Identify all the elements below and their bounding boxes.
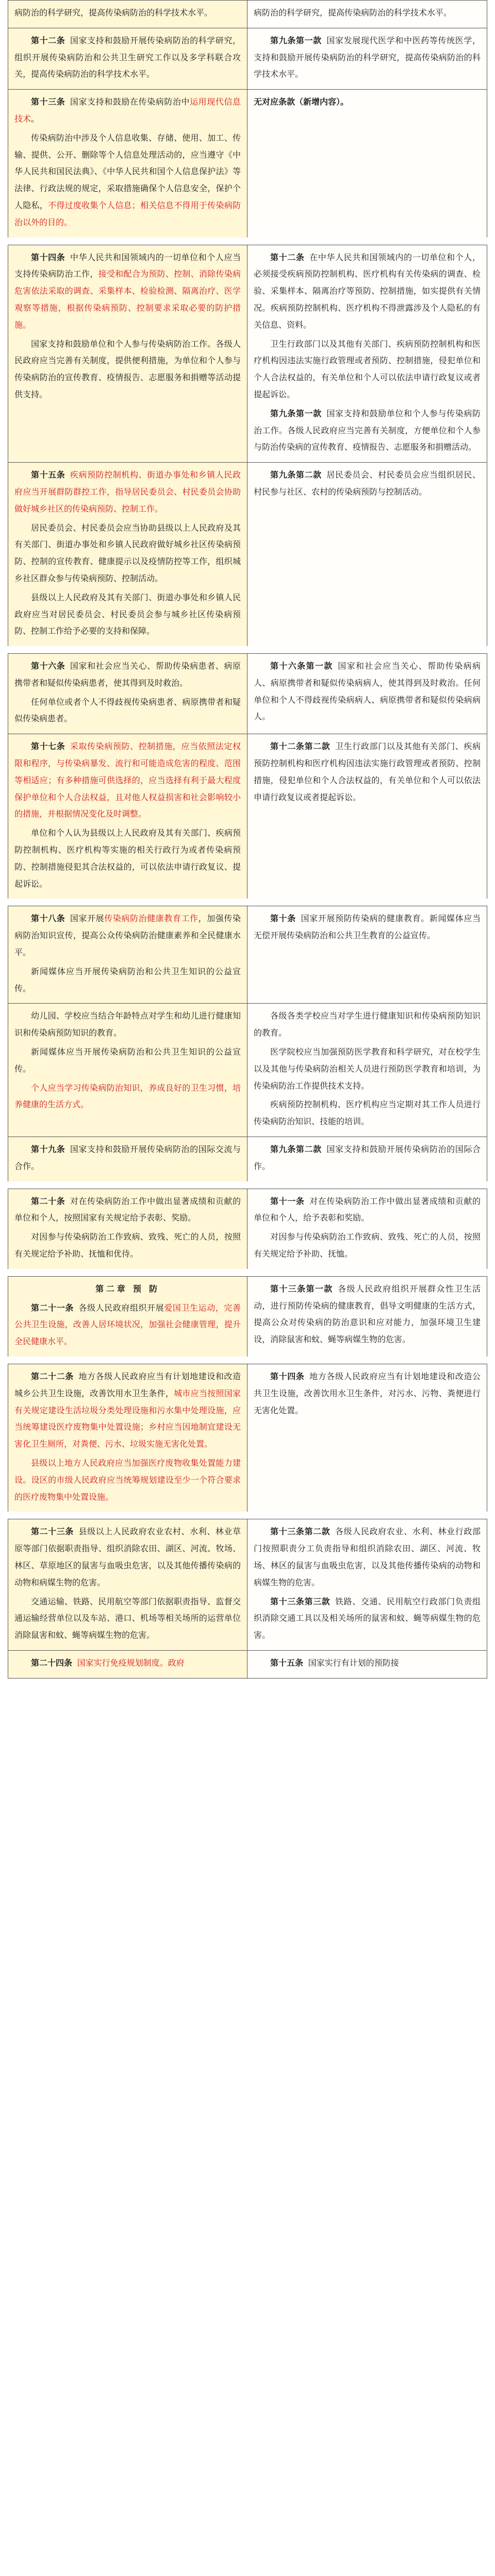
new-law-cell — [8, 1277, 248, 1357]
article-text: 幼儿园、学校应当结合年龄特点对学生和幼儿进行健康知识和传染病预防知识的教育。 — [14, 1011, 241, 1038]
article-paragraph — [254, 1229, 481, 1263]
article-text: 单位和个人认为县级以上人民政府及其有关部门、疾病预防控制机构、医疗机构等实施的相关行政行为或者传染病预防、控制措施侵犯其合法权益的，可以依法申请行政复议、提起诉讼。 — [14, 828, 241, 889]
article-paragraph — [14, 32, 241, 83]
article-paragraph — [14, 1229, 241, 1263]
highlighted-text: 运用现代信息技术 — [14, 97, 241, 124]
old-law-cell — [248, 245, 487, 463]
article-paragraph — [14, 520, 241, 587]
article-paragraph — [14, 1141, 241, 1175]
article-paragraph — [254, 1594, 481, 1644]
article-number: 第十三条第三款 — [270, 1596, 331, 1606]
new-law-cell — [8, 1651, 248, 1678]
article-number: 第二十三条 — [31, 1527, 74, 1537]
article-paragraph — [14, 1193, 241, 1227]
highlighted-text: 采取传染病预防、控制措施，应当依照法定权限和程序，与传染病暴发、流行和可能造成危害的程度、范围等相适应；有多种措施可供选择的，应当选择有利于最大程度保护单位和个人合法权益，且对他人权益损害和社会影响较小的措施，并根据情况变化及时调整。 — [14, 741, 241, 819]
old-law-cell — [248, 1137, 487, 1181]
article-text: 国家开展 — [70, 913, 105, 924]
article-text: 病防治的科学研究，提高传染病防治的科学技术水平。 — [254, 8, 452, 18]
old-law-cell — [248, 1, 487, 28]
comparison-row — [8, 1003, 487, 1137]
article-paragraph — [14, 1300, 241, 1350]
new-law-cell — [8, 28, 248, 89]
article-paragraph — [14, 694, 241, 728]
article-number: 第十五条 — [270, 1657, 304, 1668]
article-paragraph — [254, 467, 481, 501]
article-number: 第十五条 — [31, 470, 65, 480]
article-number: 第九条第一款 — [270, 35, 322, 45]
chapter-heading — [14, 1281, 241, 1298]
comparison-document — [8, 0, 487, 1689]
article-number: 第九条第二款 — [270, 470, 322, 480]
article-paragraph — [254, 738, 481, 806]
article-paragraph — [14, 1455, 241, 1505]
comparison-row — [8, 245, 487, 463]
article-number: 第十四条 — [31, 252, 65, 262]
article-paragraph — [14, 825, 241, 892]
article-text: 第二章 预 防 — [95, 1283, 160, 1294]
article-number: 第二十一条 — [31, 1302, 74, 1313]
article-text: 无对应条款（新增内容）。 — [254, 97, 349, 107]
article-text: 在中华人民共和国领域内的一切单位和个人，必须接受疾病预防控制机构、医疗机构有关传染病的调查、检验、采集样本、隔离治疗等预防、控制措施，如实提供有关情况。疾病预防控制机构、医疗机构不得泄露涉及个人隐私的有关信息、资料。 — [254, 252, 481, 330]
article-text: 医学院校应当加强预防医学教育和科学研究，对在校学生以及其他与传染病防治相关人员进行预防医学教育和培训，为传染病防治工作提供技术支持。 — [254, 1047, 481, 1091]
article-paragraph — [14, 1655, 241, 1672]
comparison-row — [8, 1137, 487, 1181]
old-law-cell — [248, 906, 487, 1003]
article-text: 居民委员会、村民委员会应当组织居民、村民参与社区、农村的传染病预防与控制活动。 — [254, 470, 481, 497]
article-paragraph — [254, 1044, 481, 1094]
article-number: 第十七条 — [31, 741, 65, 752]
highlighted-text: 接受和配合为预防、控制、消除传染病危害依法采取的调查、采集样本、检验检测、隔离治疗、医学观察等措施，根据传染病预防、控制要求采取必要的防护措施。 — [14, 269, 241, 330]
article-text: 国家支持和鼓励开展传染病防治的国际合作。 — [254, 1144, 481, 1171]
old-law-cell — [248, 1189, 487, 1269]
article-number: 第九条第二款 — [270, 1144, 322, 1155]
article-text: ，加强传染病防治知识宣传，提高公众传染病防治健康素养和全民健康水平。 — [14, 913, 241, 958]
article-text: 。 — [31, 113, 40, 124]
article-text: 对因参与传染病防治工作致病、致残、死亡的人员，按照有关规定给予补助、抚恤和优待。 — [14, 1232, 241, 1259]
comparison-row — [8, 462, 487, 646]
article-paragraph — [14, 1523, 241, 1591]
article-text: 中华人民共和国领域内的一切单位和个人应当支持传染病防治工作， — [14, 252, 241, 279]
article-paragraph — [14, 249, 241, 334]
article-paragraph — [254, 249, 481, 334]
old-law-cell — [248, 463, 487, 646]
article-number: 第十三条第二款 — [270, 1527, 331, 1537]
new-law-cell — [8, 463, 248, 646]
article-text: 卫生行政部门以及其他有关部门、疾病预防控制机构和医疗机构因违法实施行政管理或者预防、控制措施，侵犯单位和个人合法权益的，有关单位和个人可以依法申请行政复议或者提起诉讼。 — [254, 338, 481, 399]
new-law-cell — [8, 1137, 248, 1181]
comparison-row — [8, 734, 487, 899]
article-paragraph — [14, 467, 241, 517]
article-paragraph — [14, 910, 241, 961]
article-text: 新闻媒体应当开展传染病防治和公共卫生知识的公益宣传。 — [14, 966, 241, 993]
article-paragraph — [14, 589, 241, 640]
article-text: 县级以上人民政府及其有关部门、街道办事处和乡镇人民政府应当对居民委员会、村民委员会参与城乡社区传染病预防、控制工作给予必要的支持和保障。 — [14, 592, 241, 636]
article-paragraph — [254, 1281, 481, 1348]
new-law-cell — [8, 654, 248, 734]
article-text: 国家支持和鼓励单位和个人参与传染病防治工作。各级人民政府应当完善有关制度，提供便利措施，为单位和个人参与传染病防治的宣传教育、疫情报告、志愿服务和捐赠等活动提供支持。 — [14, 338, 241, 399]
new-law-cell — [8, 245, 248, 463]
article-paragraph — [14, 1368, 241, 1453]
highlighted-text: 城市应当按照国家有关规定建设生活垃圾分类处理设施和污水集中处理设施，应当统筹建设医疗废物集中处置设施；乡村应当因地制宜建设无害化卫生厕所，对粪便、污水、垃圾实施无害化处置。 — [14, 1388, 241, 1449]
article-paragraph — [254, 1008, 481, 1042]
article-number: 第十八条 — [31, 913, 65, 924]
article-number: 第十四条 — [270, 1371, 305, 1381]
article-paragraph — [254, 1096, 481, 1130]
article-text: 国家实行有计划的预防接 — [308, 1657, 399, 1668]
comparison-row — [8, 1650, 487, 1679]
article-paragraph — [254, 5, 481, 22]
highlighted-text: 爱国卫生运动 — [164, 1302, 216, 1313]
old-law-cell — [248, 28, 487, 89]
article-text: 国家支持和鼓励开展传染病防治的国际交流与合作。 — [14, 1144, 241, 1171]
article-paragraph — [14, 5, 241, 22]
article-text: 交通运输、铁路、民用航空等部门依据职责指导、监督交通运输经营单位以及车站、港口、机场等相关场所的运营单位消除鼠害和蚊、蝇等病媒生物的危害。 — [14, 1596, 241, 1640]
highlighted-text: 县级以上地方人民政府应当加强医疗废物收集处置能力建设。设区的市级人民政府应当统筹规划建设至少一个符合要求的医疗废物集中处置设施。 — [14, 1458, 241, 1502]
article-paragraph — [14, 336, 241, 403]
article-text: 国家支持和鼓励在传染病防治中 — [70, 97, 190, 107]
new-law-cell — [8, 1519, 248, 1650]
article-number: 第十二条第二款 — [270, 741, 331, 752]
article-paragraph — [254, 1193, 481, 1227]
article-paragraph — [14, 658, 241, 692]
comparison-row — [8, 28, 487, 89]
article-text: 铁路、交通、民用航空行政部门负责组织消除交通工具以及相关场所的鼠害和蚊、蝇等病媒生物的危害。 — [254, 1596, 481, 1640]
comparison-row — [8, 0, 487, 28]
highlighted-text: 国家实行免疫规划制度。政府 — [77, 1657, 185, 1668]
article-number: 第十九条 — [31, 1144, 65, 1155]
article-paragraph — [14, 130, 241, 231]
comparison-row — [8, 1519, 487, 1650]
article-text: 县级以上人民政府农业农村、水利、林业草原等部门依据职责指导、组织消除农田、湖区、河流、牧场、林区、草原地区的鼠害与血吸虫危害，以及其他传播传染病的动物和病媒生物的危害。 — [14, 1527, 241, 1587]
old-law-cell — [248, 1651, 487, 1678]
article-paragraph — [14, 1080, 241, 1114]
comparison-row — [8, 906, 487, 1003]
comparison-row — [8, 653, 487, 734]
article-number: 第十六条 — [31, 661, 65, 671]
article-text: 对在传染病防治工作中做出显著成绩和贡献的单位和个人，给予表彰和奖励。 — [254, 1196, 481, 1223]
old-law-cell — [248, 1519, 487, 1650]
article-text: 国家和社会应当关心、帮助传染病病人、病原携带者和疑似传染病病人，使其得到及时救治。任何单位和个人不得歧视传染病病人、病原携带者和疑似传染病病人。 — [254, 661, 481, 722]
article-number: 第十一条 — [270, 1196, 305, 1206]
article-number: 第二十条 — [31, 1196, 65, 1206]
article-text: 卫生行政部门以及其他有关部门、疾病预防控制机构和医疗机构因违法实施行政管理或者预防、控制措施，侵犯单位和个人合法权益的，有关单位和个人可以依法申请行政复议或者提起诉讼。 — [254, 741, 481, 802]
article-text: 各级人民政府组织开展群众性卫生活动，进行预防传染病的健康教育，倡导文明健康的生活方式，提高公众对传染病的防治意识和应对能力，加强环境卫生建设，消除鼠害和蚊、蝇等病媒生物的危害。 — [254, 1283, 481, 1345]
article-text: 对在传染病防治工作中做出显著成绩和贡献的单位和个人，按照国家有关规定给予表彰、奖励。 — [14, 1196, 241, 1223]
article-text: 新闻媒体应当开展传染病防治和公共卫生知识的公益宣传。 — [14, 1047, 241, 1074]
highlighted-text: 不得过度收集个人信息；相关信息不得用于传染病防治以外的目的。 — [14, 200, 241, 227]
article-number: 第二十二条 — [31, 1371, 74, 1381]
article-paragraph — [14, 1594, 241, 1644]
highlighted-text: 传染病防治健康教育工作 — [104, 913, 199, 924]
article-text: 地方各级人民政府应当有计划地建设和改造公共卫生设施，改善饮用水卫生条件，对污水、污物、粪便进行无害化处置。 — [254, 1371, 481, 1415]
article-text: 各级各类学校应当对学生进行健康知识和传染病预防知识的教育。 — [254, 1011, 481, 1038]
article-text: 疾病预防控制机构、医疗机构应当定期对其工作人员进行传染病防治知识、技能的培训。 — [254, 1099, 481, 1127]
article-paragraph — [254, 1655, 481, 1672]
article-text: 各级人民政府组织开展 — [78, 1302, 164, 1313]
article-paragraph — [14, 1044, 241, 1078]
old-law-cell — [248, 1364, 487, 1512]
article-number: 第十条 — [270, 913, 296, 924]
old-law-cell — [248, 654, 487, 734]
old-law-cell — [248, 90, 487, 237]
article-paragraph — [14, 738, 241, 823]
article-text: 传染病防治中涉及个人信息收集、存储、使用、加工、传输、提供、公开、删除等个人信息处理活动的，应当遵守《中华人民共和国民法典》、《中华人民共和国个人信息保护法》等法律、行政法规的规定，采取措施确保个人信息安全，保护个人隐私， — [14, 132, 241, 210]
article-paragraph — [254, 910, 481, 944]
article-paragraph — [254, 32, 481, 83]
article-paragraph — [254, 658, 481, 725]
article-number: 第十三条 — [31, 97, 65, 107]
article-number: 第九条第一款 — [270, 408, 322, 418]
article-paragraph — [14, 963, 241, 997]
article-number: 第二十四条 — [31, 1657, 73, 1668]
article-text: 对因参与传染病防治工作致病、致残、死亡的人员，按照有关规定给予补助、抚恤。 — [254, 1232, 481, 1259]
article-number: 第十六条第一款 — [270, 661, 333, 671]
old-law-cell — [248, 1277, 487, 1357]
comparison-row — [8, 89, 487, 237]
old-law-cell — [248, 1004, 487, 1137]
article-paragraph — [14, 1008, 241, 1042]
article-text: 国家开展预防传染病的健康教育。新闻媒体应当无偿开展传染病防治和公共卫生教育的公益宣传。 — [254, 913, 481, 941]
article-paragraph — [254, 1141, 481, 1175]
article-paragraph — [254, 1523, 481, 1591]
article-text: 国家和社会应当关心、帮助传染病患者、病原携带者和疑似传染病患者，使其得到及时救治。 — [14, 661, 241, 688]
article-text: 任何单位或者个人不得歧视传染病患者、病原携带者和疑似传染病患者。 — [14, 697, 241, 724]
new-law-cell — [8, 1189, 248, 1269]
new-law-cell — [8, 90, 248, 237]
highlighted-text: ，完善公共卫生设施，改善人居环境状况，加强社会健康管理，提升全民健康水平。 — [14, 1302, 241, 1347]
article-text: 国家发展现代医学和中医药等传统医学，支持和鼓励开展传染病防治的科学研究，提高传染病防治的科学技术水平。 — [254, 35, 481, 79]
new-law-cell — [8, 1364, 248, 1512]
old-law-cell — [248, 734, 487, 899]
article-text: 国家支持和鼓励开展传染病防治的科学研究，组织开展传染病防治和公共卫生研究工作以及多学科联合攻关，提高传染病防治的科学技术水平。 — [14, 35, 241, 79]
comparison-row — [8, 1276, 487, 1357]
new-law-cell — [8, 1004, 248, 1137]
article-paragraph — [254, 1368, 481, 1419]
article-text: 居民委员会、村民委员会应当协助县级以上人民政府及其有关部门、街道办事处和乡镇人民政府做好城乡社区传染病预防、控制的宣传教育、健康提示以及疫情防控等工作，组织城乡社区群众参与传染病预防、控制活动。 — [14, 522, 241, 583]
new-law-cell — [8, 906, 248, 1003]
article-number: 第十二条 — [31, 35, 65, 45]
new-law-cell — [8, 1, 248, 28]
new-law-cell — [8, 734, 248, 899]
comparison-row — [8, 1364, 487, 1512]
highlighted-text: 疾病预防控制机构、街道办事处和乡镇人民政府应当开展群防群控工作，指导居民委员会、村民委员会协助做好城乡社区的传染病预防、控制工作。 — [14, 470, 241, 514]
article-number: 第十二条 — [270, 252, 305, 262]
article-paragraph — [254, 336, 481, 403]
article-text: 病防治的科学研究，提高传染病防治的科学技术水平。 — [14, 8, 213, 18]
article-paragraph — [254, 94, 481, 111]
comparison-row — [8, 1189, 487, 1269]
article-paragraph — [254, 405, 481, 456]
article-paragraph — [14, 94, 241, 128]
article-number: 第十三条第一款 — [270, 1283, 333, 1294]
article-text: 国家支持和鼓励单位和个人参与传染病防治工作。各级人民政府应当完善有关制度，方便单位和个人参与防治传染病的宣传教育、疫情报告、志愿服务和捐赠活动。 — [254, 408, 481, 452]
article-text: 地方各级人民政府应当有计划地建设和改造城乡公共卫生设施，改善饮用水卫生条件， — [14, 1371, 241, 1398]
article-text: 各级人民政府农业、水利、林业行政部门按照职责分工负责指导和组织消除农田、湖区、河流、牧场、林区的鼠害与血吸虫危害，以及其他传播传染病的动物和病媒生物的危害。 — [254, 1527, 481, 1587]
highlighted-text: 个人应当学习传染病防治知识，养成良好的卫生习惯，培养健康的生活方式。 — [14, 1082, 241, 1110]
